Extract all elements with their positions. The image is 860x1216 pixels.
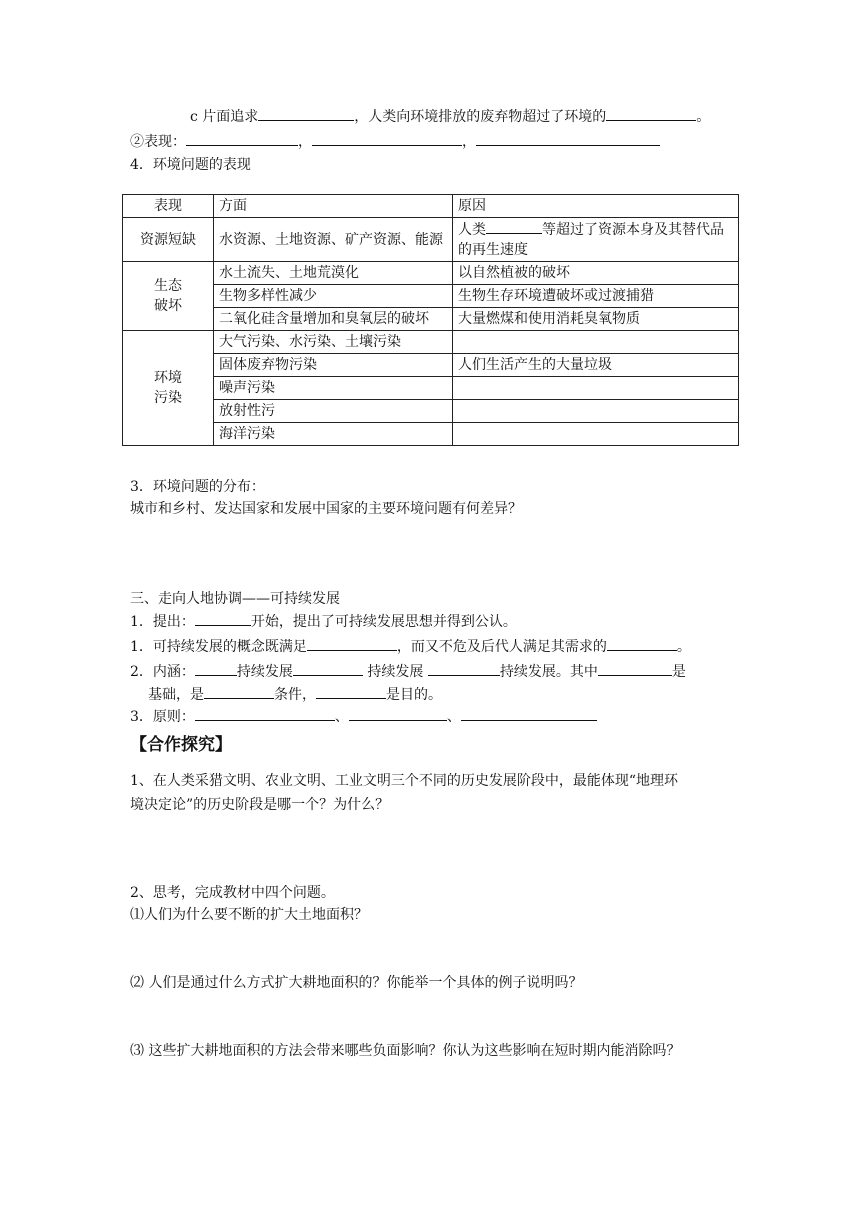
line-c-mid: ，人类向环境排放的废弃物超过了环境的 bbox=[354, 109, 607, 125]
header-reason: 原因 bbox=[453, 195, 739, 218]
blank-proposal[interactable] bbox=[195, 611, 251, 626]
proposal-line: 1．提出： 开始，提出了可持续发展思想并得到公认。 bbox=[130, 611, 517, 632]
reason-cell: 生物生存环境遭破坏或过渡捕猎 bbox=[453, 285, 739, 308]
question-2-1: ⑴人们为什么要不断的扩大土地面积？ bbox=[130, 907, 368, 923]
aspect-cell: 固体废弃物污染 bbox=[214, 354, 453, 377]
manifest-label: ②表现： bbox=[130, 134, 186, 150]
reason-cell bbox=[453, 377, 739, 400]
table-row bbox=[123, 400, 739, 423]
blank-m1[interactable] bbox=[186, 131, 298, 146]
aspect-cell: 海洋污染 bbox=[214, 423, 453, 446]
blank-c2[interactable] bbox=[606, 106, 696, 121]
section3-title: 三、走向人地协调——可持续发展 bbox=[130, 591, 340, 607]
blank-concept1[interactable] bbox=[307, 636, 397, 651]
line-c: c 片面追求 ，人类向环境排放的废弃物超过了环境的 。 bbox=[190, 106, 710, 127]
manifest-line: ②表现： ， ， bbox=[130, 131, 660, 152]
header-manifest: 表现 bbox=[123, 195, 214, 218]
principle-line: 3．原则： 、 、 bbox=[130, 706, 597, 727]
question-1-line1: 1、在人类采猎文明、农业文明、工业文明三个不同的历史发展阶段中，最能体现“地理环 bbox=[130, 773, 679, 789]
blank-conn2[interactable] bbox=[293, 661, 363, 676]
question-2-2: ⑵ 人们是通过什么方式扩大耕地面积的？你能举一个具体的例子说明吗？ bbox=[130, 975, 583, 991]
category-pollution: 环境 污染 bbox=[123, 331, 214, 446]
reason-cell bbox=[453, 423, 739, 446]
distribution-title: 3．环境问题的分布： bbox=[130, 479, 265, 495]
blank-conn6[interactable] bbox=[316, 684, 386, 699]
reason-cell: 人们生活产生的大量垃圾 bbox=[453, 354, 739, 377]
aspect-cell: 噪声污染 bbox=[214, 377, 453, 400]
environment-issues-table bbox=[122, 194, 739, 446]
aspect-cell: 水资源、土地资源、矿产资源、能源 bbox=[214, 218, 453, 262]
aspect-cell: 放射性污 bbox=[214, 400, 453, 423]
aspect-cell: 生物多样性减少 bbox=[214, 285, 453, 308]
concept-line: 1．可持续发展的概念既满足 ，而又不危及后代人满足其需求的 。 bbox=[130, 636, 691, 657]
category-resource: 资源短缺 bbox=[123, 218, 214, 262]
reason-cell: 以自然植被的破坏 bbox=[453, 262, 739, 285]
category-ecology: 生态 破坏 bbox=[123, 262, 214, 331]
blank-concept2[interactable] bbox=[607, 636, 677, 651]
question-2-3: ⑶ 这些扩大耕地面积的方法会带来哪些负面影响？你认为这些影响在短时期内能消除吗？ bbox=[130, 1043, 681, 1059]
question-1-line2: 境决定论”的历史阶段是哪一个？为什么？ bbox=[130, 797, 390, 813]
reason-cell bbox=[453, 331, 739, 354]
line-c-prefix: c 片面追求 bbox=[190, 109, 259, 125]
blank-m3[interactable] bbox=[476, 131, 660, 146]
aspect-cell: 水土流失、土地荒漠化 bbox=[214, 262, 453, 285]
reason-cell: 大量燃煤和使用消耗臭氧物质 bbox=[453, 308, 739, 331]
reason-cell: 人类 等超过了资源本身及其替代品的再生速度 bbox=[453, 218, 739, 262]
header-aspect: 方面 bbox=[214, 195, 453, 218]
connotation-line: 2．内涵： 持续发展 持续发展 持续发展。其中 是 bbox=[130, 661, 686, 682]
aspect-cell: 大气污染、水污染、土壤污染 bbox=[214, 331, 453, 354]
table-row bbox=[123, 285, 739, 308]
table-row bbox=[123, 308, 739, 331]
table-row bbox=[123, 262, 739, 285]
table-row bbox=[123, 218, 739, 262]
blank-principle3[interactable] bbox=[461, 706, 597, 721]
blank-conn1[interactable] bbox=[195, 661, 237, 676]
section4-title: 4．环境问题的表现 bbox=[130, 157, 251, 173]
blank-principle2[interactable] bbox=[349, 706, 447, 721]
blank-c1[interactable] bbox=[258, 106, 354, 121]
blank-m2[interactable] bbox=[312, 131, 462, 146]
reason-cell bbox=[453, 400, 739, 423]
table-row bbox=[123, 423, 739, 446]
aspect-cell: 二氧化硅含量增加和臭氧层的破坏 bbox=[214, 308, 453, 331]
blank-conn3[interactable] bbox=[428, 661, 500, 676]
blank-principle1[interactable] bbox=[195, 706, 335, 721]
distribution-question: 城市和乡村、发达国家和发展中国家的主要环境问题有何差异？ bbox=[130, 501, 522, 517]
table-row bbox=[123, 377, 739, 400]
table-row bbox=[123, 331, 739, 354]
connotation-line-2: 基础，是 条件， 是目的。 bbox=[148, 684, 442, 705]
blank-resource[interactable] bbox=[486, 219, 542, 234]
blank-conn5[interactable] bbox=[204, 684, 274, 699]
question-2: 2、思考，完成教材中四个问题。 bbox=[130, 885, 335, 901]
blank-conn4[interactable] bbox=[598, 661, 672, 676]
cooperate-title: 【合作探究】 bbox=[130, 735, 232, 755]
table-header-row bbox=[123, 195, 739, 218]
table-row bbox=[123, 354, 739, 377]
